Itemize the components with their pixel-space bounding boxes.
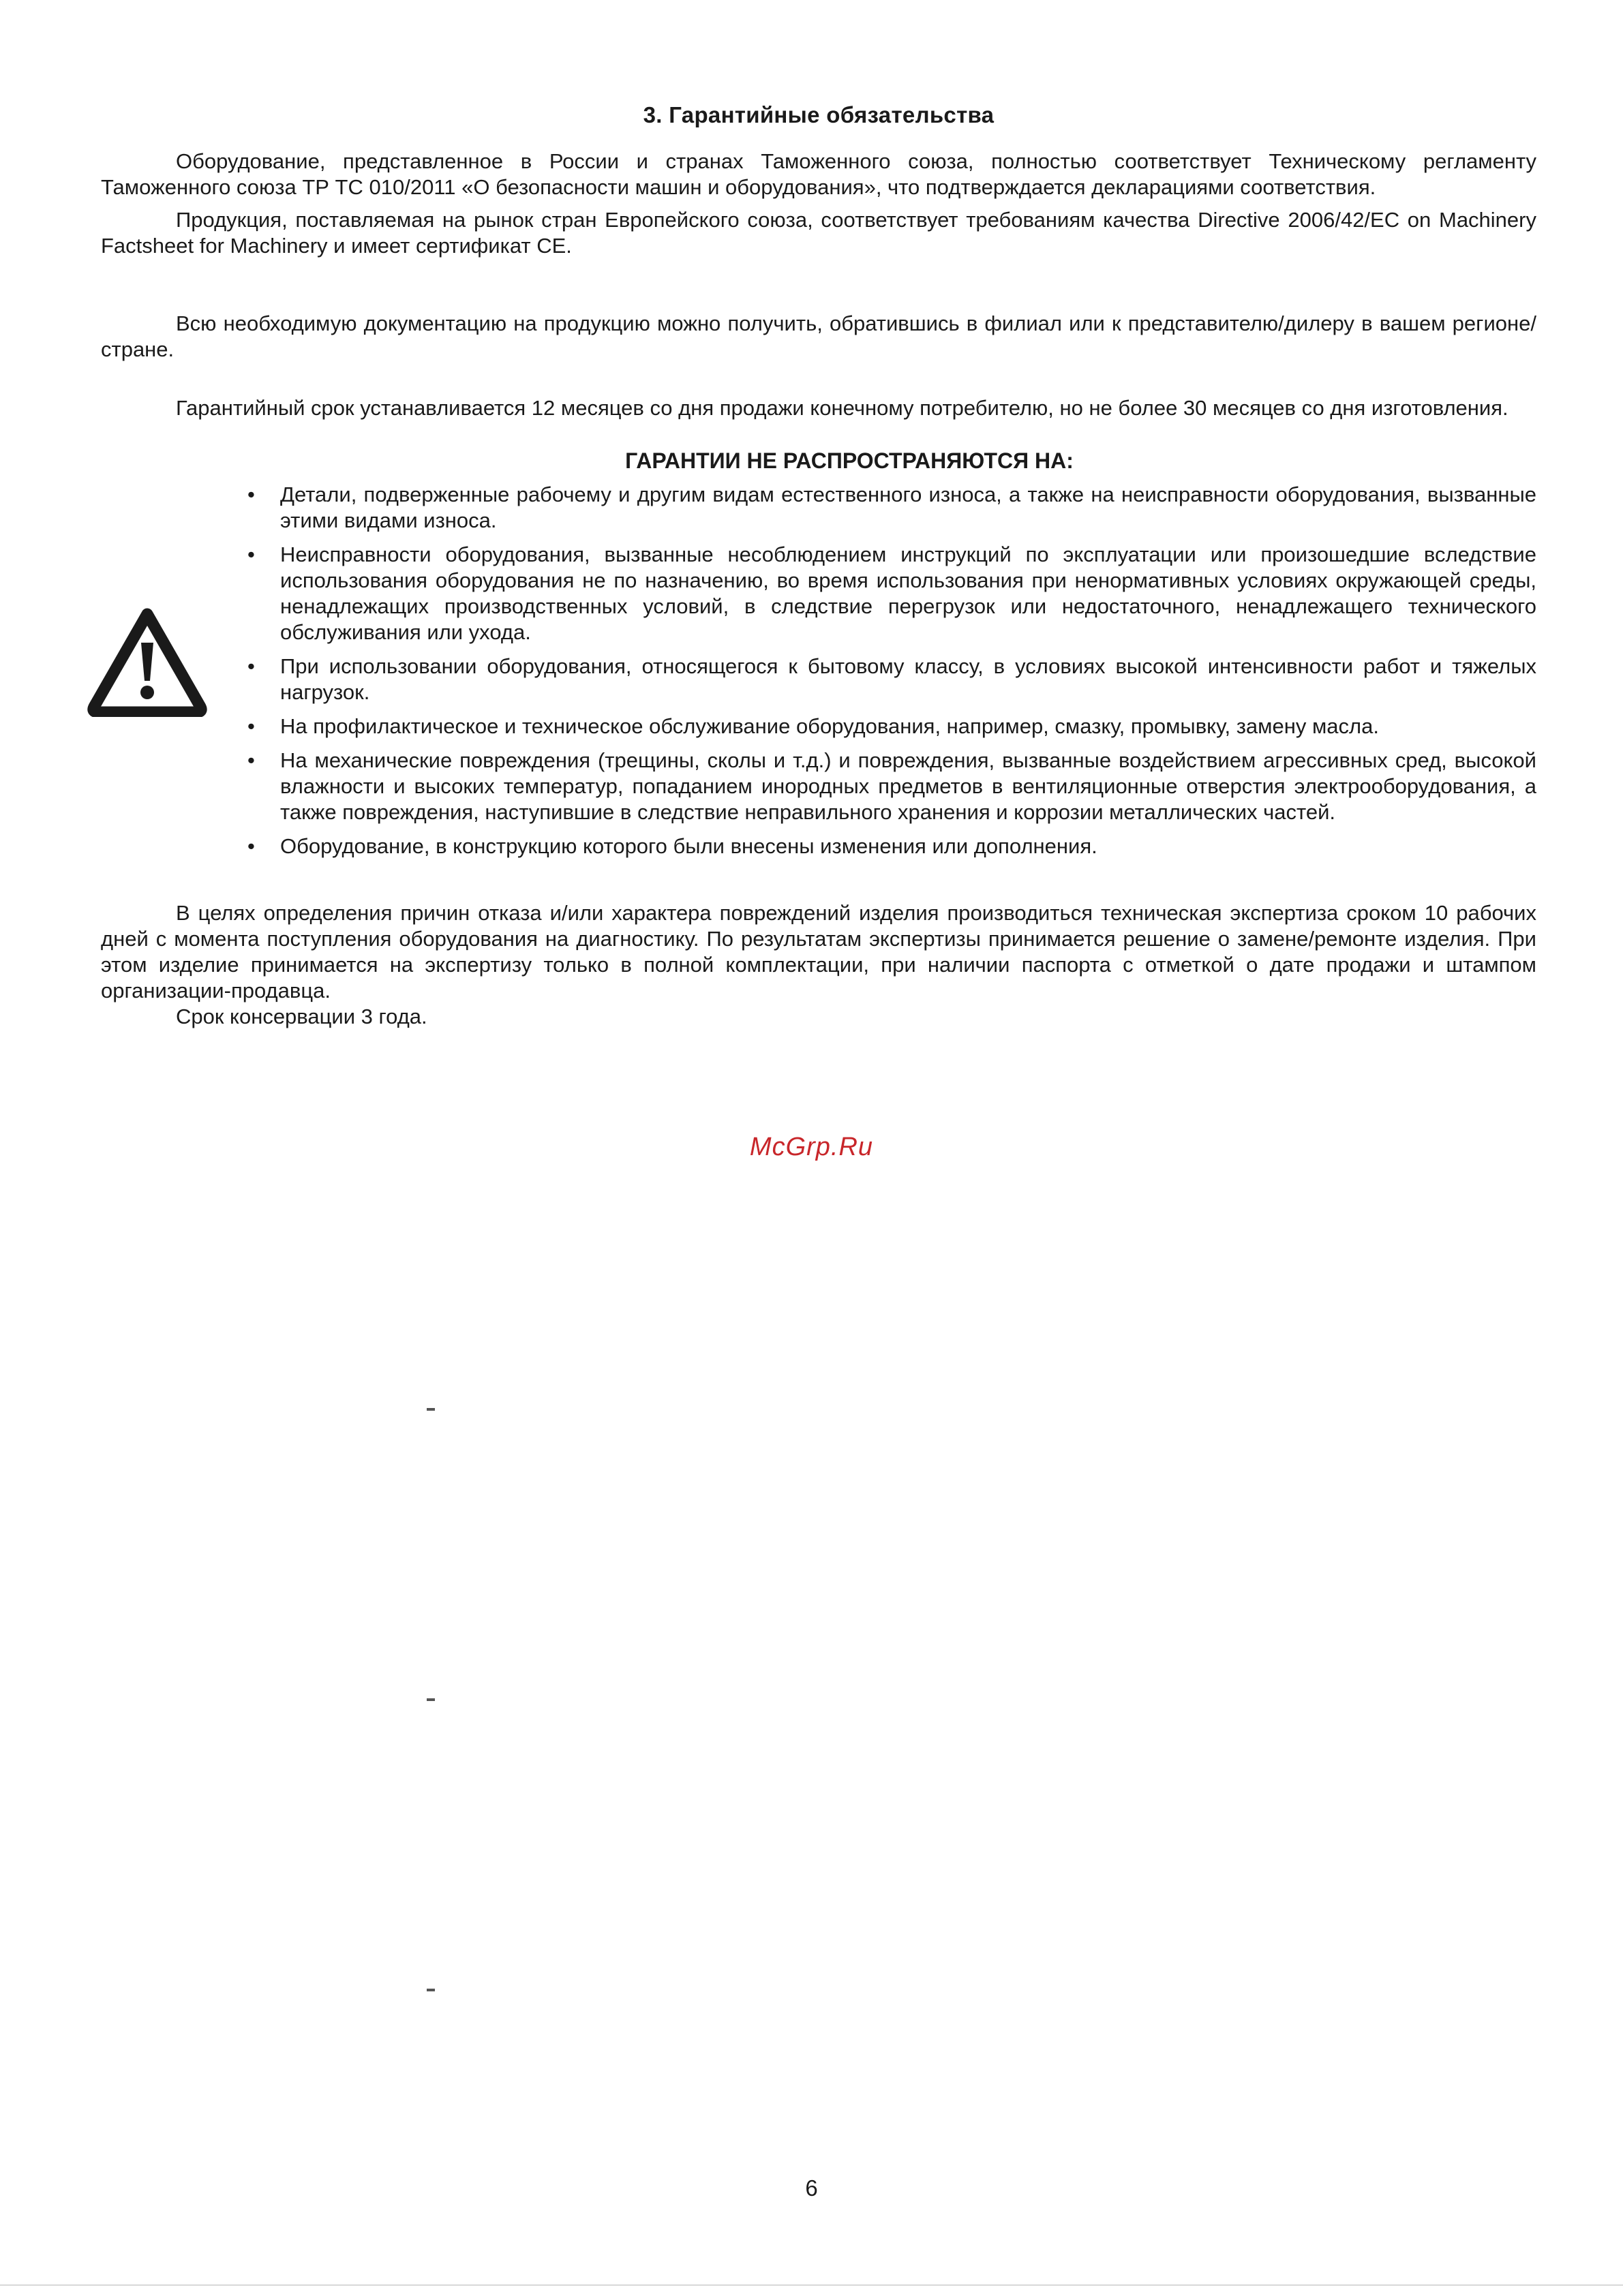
paragraph-conformity-eu: Продукция, поставляемая на рынок стран Европейского союза, соответствует требованиям качества Directive 2006/42/EC on Machinery Factsheet for Machinery и имеет сертификат CE. [101,208,1536,258]
paragraph-documentation: Всю необходимую документацию на продукцию можно получить, обратившись в филиал или к представителю/дилеру в вашем регионе/стране. [101,311,1536,361]
paragraph-preservation: Срок консервации 3 года. [176,1005,427,1028]
list-item: • Неисправности оборудования, вызванные несоблюдением инструкций по эксплуатации или произошедшие вследствие использования оборудования не по назначению, во время использования при ненормативных условиях окружающей среды, ненадлежащих производственных условий, в следствие перегрузок или недостаточного, ненадлежащего технического обслуживания или ухода. [247,542,1536,644]
exclusions-list [101,482,1536,859]
page-content [101,102,1536,1030]
list-item: • На профилактическое и техническое обслуживание оборудования, например, смазку, промывку, замену масла. [247,714,1379,738]
scan-speck [427,1698,435,1701]
list-item: • При использовании оборудования, относящегося к бытовому классу, в условиях высокой интенсивности работ и тяжелых нагрузок. [247,654,1536,704]
scan-speck [427,1408,435,1411]
exclusions-block [101,482,1536,859]
scan-edge [0,2284,1623,2286]
page-number: 6 [805,2175,818,2201]
bullet-mark: • [247,714,255,738]
bullet-mark: • [247,834,255,858]
list-item: • Оборудование, в конструкцию которого были внесены изменения или дополнения. [247,834,1097,858]
paragraph-expertise: В целях определения причин отказа и/или характера повреждений изделия производиться техническая экспертиза сроком 10 рабочих дней с момента поступления оборудования на диагностику. По результатам экспертизы принимается решение о замене/ремонте изделия. При этом изделие принимается на экспертизу только в полной комплектации, при наличии паспорта с отметкой о дате продажи и штампом организации-продавца. [101,901,1536,1002]
list-item: • На механические повреждения (трещины, сколы и т.д.) и повреждения, вызванные воздействием агрессивных сред, высокой влажности и высоких температур, попаданием инородных предметов в вентиляционные отверстия электрооборудования, а также повреждения, наступившие в следствие неправильного хранения и коррозии металлических частей. [247,748,1536,824]
list-item: • Детали, подверженные рабочему и другим видам естественного износа, а также на неисправности оборудования, вызванные этими видами износа. [247,483,1536,532]
scan-speck [427,1989,435,1991]
warning-triangle-icon [86,604,209,717]
watermark-link[interactable]: McGrp.Ru [749,1133,874,1161]
bullet-mark: • [247,654,255,678]
paragraph-warranty-period: Гарантийный срок устанавливается 12 месяцев со дня продажи конечному потребителю, но не более 30 месяцев со дня изготовления. [176,396,1508,420]
bullet-mark: • [247,748,255,772]
bullet-mark: • [247,542,255,566]
section-title: 3. Гарантийные обязательства [643,102,995,127]
bullet-mark: • [247,483,255,506]
exclusions-heading: ГАРАНТИИ НЕ РАСПРОСТРАНЯЮТСЯ НА: [625,448,1074,473]
paragraph-conformity-eaeu: Оборудование, представленное в России и странах Таможенного союза, полностью соответствует Техническому регламенту Таможенного союза ТР ТС 010/2011 «О безопасности машин и оборудования», что подтверждается декларациями соответствия. [101,149,1536,199]
